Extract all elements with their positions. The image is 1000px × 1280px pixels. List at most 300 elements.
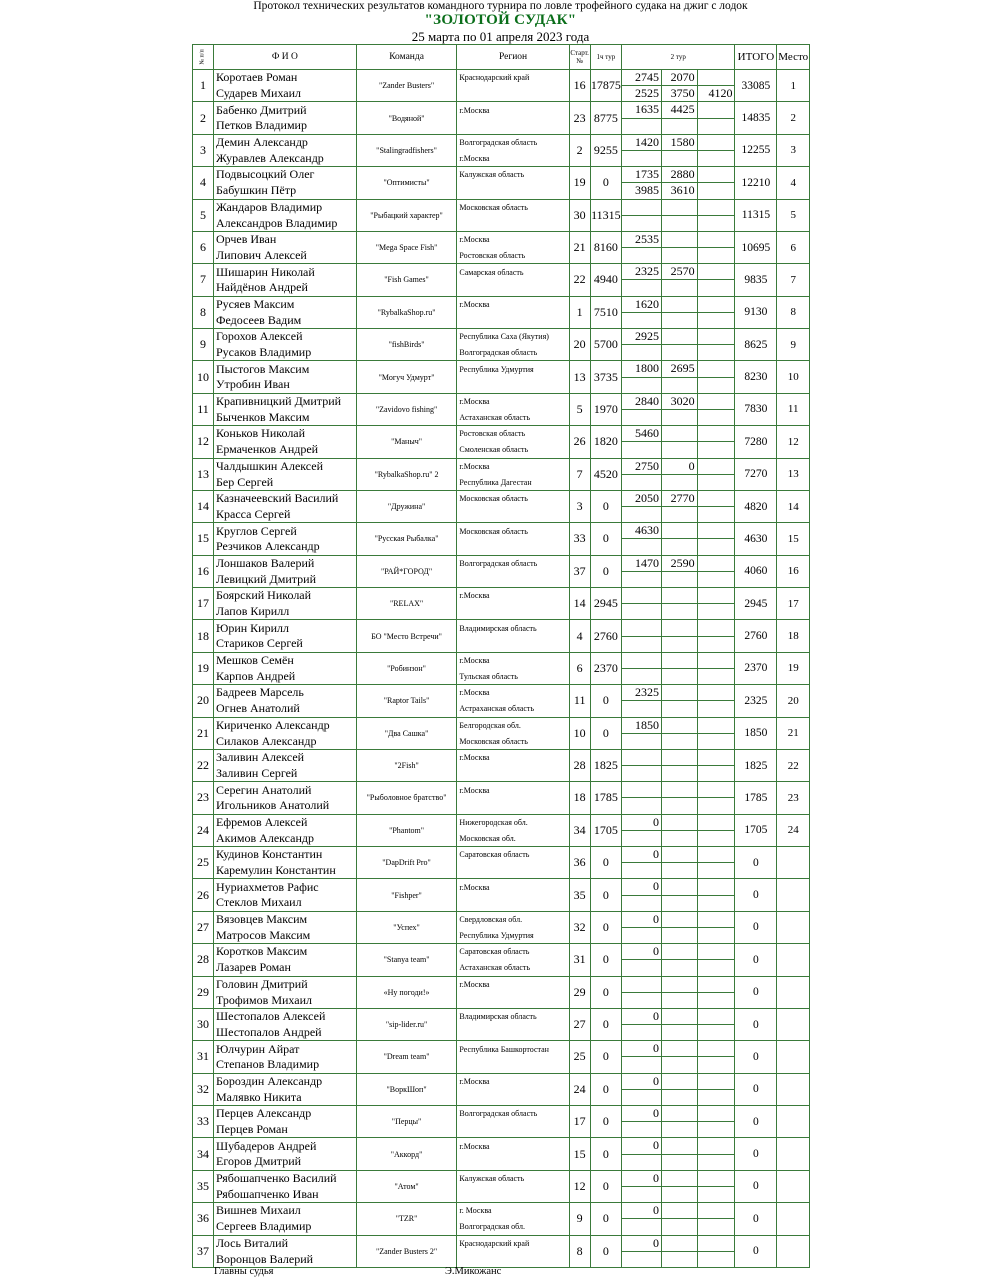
place: 14 [777, 490, 810, 522]
tour2-catch-a1: 0 [622, 1235, 662, 1251]
table-row [193, 555, 810, 571]
tour2-catch-c1 [697, 944, 735, 960]
table-row [193, 86, 810, 102]
tour2-catch-a2 [622, 604, 662, 620]
row-number: 7 [193, 264, 214, 296]
total-result: 12210 [735, 167, 777, 199]
table-row [193, 1219, 810, 1235]
tour1-result: 0 [590, 1106, 621, 1138]
tour2-catch-a2 [622, 539, 662, 555]
team-name: "Дружина" [356, 490, 457, 522]
row-number: 6 [193, 231, 214, 263]
tour2-catch-c2 [697, 895, 735, 911]
col-header-tour1: 1ч тур [590, 45, 621, 70]
table-row [193, 523, 810, 539]
place: 10 [777, 361, 810, 393]
participant-1-name: Лоншаков Валерий [213, 555, 356, 571]
participant-1-name: Казначеевский Василий [213, 490, 356, 506]
total-result: 1705 [735, 814, 777, 846]
total-result: 14835 [735, 102, 777, 134]
tour2-catch-b1 [662, 329, 698, 345]
place: 16 [777, 555, 810, 587]
start-number: 32 [569, 911, 590, 943]
table-header-row [193, 45, 810, 70]
place [777, 976, 810, 1008]
place [777, 1106, 810, 1138]
place [777, 1008, 810, 1040]
region-1: г.Москва [457, 458, 569, 474]
judge-label: Главны судья [214, 1266, 274, 1277]
table-row [193, 231, 810, 247]
row-number: 33 [193, 1106, 214, 1138]
total-result: 1825 [735, 749, 777, 781]
tour2-catch-b2 [662, 733, 698, 749]
place: 6 [777, 231, 810, 263]
tour2-catch-c1 [697, 523, 735, 539]
total-result: 9130 [735, 296, 777, 328]
protocol-subtitle: Протокол технических результатов командного турнира по ловле трофейного судака на джиг с лодок [253, 0, 748, 12]
participant-2-name: Левицкий Дмитрий [213, 571, 356, 587]
tour2-catch-b2 [662, 507, 698, 523]
tour2-catch-c1 [697, 231, 735, 247]
tour2-catch-c2 [697, 150, 735, 166]
start-number: 37 [569, 555, 590, 587]
tour2-catch-b1 [662, 199, 698, 215]
table-row [193, 895, 810, 911]
tour2-catch-a2 [622, 1154, 662, 1170]
row-number: 31 [193, 1041, 214, 1073]
total-result: 11315 [735, 199, 777, 231]
region-2 [457, 636, 569, 652]
tour2-catch-b1 [662, 782, 698, 798]
participant-2-name: Малявко Никита [213, 1089, 356, 1105]
table-row [193, 248, 810, 264]
participant-2-name: Сергеев Владимир [213, 1219, 356, 1235]
region-1: г.Москва [457, 231, 569, 247]
table-row [193, 134, 810, 150]
participant-1-name: Шубадеров Андрей [213, 1138, 356, 1154]
region-2 [457, 377, 569, 393]
region-2 [457, 215, 569, 231]
team-name: "ВоркШоп" [356, 1073, 457, 1105]
participant-1-name: Лось Виталий [213, 1235, 356, 1251]
tour2-catch-b1 [662, 814, 698, 830]
tour2-catch-b1 [662, 685, 698, 701]
region-2: г.Москва [457, 150, 569, 166]
tour2-catch-a2 [622, 668, 662, 684]
tour1-result: 0 [590, 847, 621, 879]
region-1: Калужская область [457, 1170, 569, 1186]
tour2-catch-c1 [697, 1203, 735, 1219]
region-2: Ростовская область [457, 248, 569, 264]
team-name: "Русская Рыбалка" [356, 523, 457, 555]
table-row [193, 474, 810, 490]
tour2-catch-a2 [622, 1251, 662, 1267]
participant-2-name: Степанов Владимир [213, 1057, 356, 1073]
tour1-result: 0 [590, 1041, 621, 1073]
start-number: 27 [569, 1008, 590, 1040]
table-row [193, 620, 810, 636]
table-row [193, 539, 810, 555]
team-name: "Рыбацкий характер" [356, 199, 457, 231]
team-name: "Водяной" [356, 102, 457, 134]
row-number: 25 [193, 847, 214, 879]
participant-1-name: Бабенко Дмитрий [213, 102, 356, 118]
participant-2-name: Русаков Владимир [213, 345, 356, 361]
start-number: 20 [569, 329, 590, 361]
tour2-catch-c1 [697, 199, 735, 215]
region-1: г.Москва [457, 652, 569, 668]
total-result: 7280 [735, 426, 777, 458]
participant-2-name: Утробин Иван [213, 377, 356, 393]
tour2-catch-b1 [662, 652, 698, 668]
place: 1 [777, 70, 810, 102]
team-name: "Zavidovo fishing" [356, 393, 457, 425]
tour2-catch-a1: 0 [622, 1138, 662, 1154]
tour1-result: 0 [590, 523, 621, 555]
table-row [193, 798, 810, 814]
participant-1-name: Мешков Семён [213, 652, 356, 668]
tour2-catch-b2 [662, 377, 698, 393]
tour2-catch-c1 [697, 749, 735, 765]
tour2-catch-a1: 0 [622, 944, 662, 960]
row-number: 13 [193, 458, 214, 490]
tour2-catch-a1: 1735 [622, 167, 662, 183]
region-2 [457, 992, 569, 1008]
tour2-catch-c2 [697, 312, 735, 328]
tour2-catch-b2 [662, 1154, 698, 1170]
tour2-catch-a2 [622, 733, 662, 749]
total-result: 0 [735, 1235, 777, 1267]
team-name: "sip-lider.ru" [356, 1008, 457, 1040]
participant-1-name: Нуриахметов Рафис [213, 879, 356, 895]
participant-2-name: Воронцов Валерий [213, 1251, 356, 1267]
place [777, 1041, 810, 1073]
tour2-catch-b2 [662, 992, 698, 1008]
place: 5 [777, 199, 810, 231]
table-row [193, 717, 810, 733]
tour2-catch-c2 [697, 1025, 735, 1041]
row-number: 21 [193, 717, 214, 749]
participant-2-name: Шестопалов Андрей [213, 1025, 356, 1041]
row-number: 11 [193, 393, 214, 425]
region-1: Республика Удмуртия [457, 361, 569, 377]
region-2: Республика Дагестан [457, 474, 569, 490]
tour2-catch-b1: 0 [662, 458, 698, 474]
place: 18 [777, 620, 810, 652]
row-number: 28 [193, 944, 214, 976]
row-number: 24 [193, 814, 214, 846]
region-1: Республика Башкортостан [457, 1041, 569, 1057]
tour1-result: 1825 [590, 749, 621, 781]
participant-2-name: Журавлев Александр [213, 150, 356, 166]
region-1: г. Москва [457, 1203, 569, 1219]
total-result: 2370 [735, 652, 777, 684]
start-number: 23 [569, 102, 590, 134]
tour2-catch-b1: 2695 [662, 361, 698, 377]
tour2-catch-a1: 2925 [622, 329, 662, 345]
start-number: 17 [569, 1106, 590, 1138]
tour2-catch-a1: 2840 [622, 393, 662, 409]
tour1-result: 5700 [590, 329, 621, 361]
tour2-catch-c2 [697, 507, 735, 523]
tour2-catch-a1: 2750 [622, 458, 662, 474]
tour2-catch-c1 [697, 685, 735, 701]
tour2-catch-a1: 1800 [622, 361, 662, 377]
tour2-catch-b1 [662, 620, 698, 636]
tour2-catch-a2 [622, 474, 662, 490]
participant-2-name: Найдёнов Андрей [213, 280, 356, 296]
table-row [193, 507, 810, 523]
tour2-catch-b2 [662, 701, 698, 717]
tour2-catch-b1 [662, 749, 698, 765]
tour2-catch-a1: 1620 [622, 296, 662, 312]
start-number: 1 [569, 296, 590, 328]
tour2-catch-a1 [622, 782, 662, 798]
tour2-catch-b1: 2880 [662, 167, 698, 183]
team-name: БО "Место Встречи" [356, 620, 457, 652]
total-result: 0 [735, 1073, 777, 1105]
table-row [193, 571, 810, 587]
participant-2-name: Красса Сергей [213, 507, 356, 523]
tour2-catch-a1: 0 [622, 879, 662, 895]
total-result: 8625 [735, 329, 777, 361]
tour2-catch-b2 [662, 1122, 698, 1138]
tour2-catch-c1 [697, 70, 735, 86]
region-2 [457, 1154, 569, 1170]
tour2-catch-c2 [697, 798, 735, 814]
region-1: Владимирская область [457, 1008, 569, 1024]
row-number: 36 [193, 1203, 214, 1235]
team-name: "Атом" [356, 1170, 457, 1202]
tour2-catch-b1 [662, 1170, 698, 1186]
row-number: 34 [193, 1138, 214, 1170]
participant-1-name: Коротков Максим [213, 944, 356, 960]
place: 13 [777, 458, 810, 490]
tour2-catch-b1: 2070 [662, 70, 698, 86]
region-1: г.Москва [457, 1138, 569, 1154]
region-1: Краснодарский край [457, 70, 569, 86]
tour2-catch-c2 [697, 248, 735, 264]
judge-name: Э.Микожанс [445, 1266, 502, 1277]
region-1: Калужская область [457, 167, 569, 183]
region-1: Волгоградская область [457, 1106, 569, 1122]
table-row [193, 911, 810, 927]
tour2-catch-a2 [622, 992, 662, 1008]
tour2-catch-a2 [622, 636, 662, 652]
total-result: 12255 [735, 134, 777, 166]
region-2: Смоленская область [457, 442, 569, 458]
place [777, 944, 810, 976]
team-name: "Могуч Удмурт" [356, 361, 457, 393]
region-1: г.Москва [457, 588, 569, 604]
place [777, 1235, 810, 1267]
tour2-catch-c2 [697, 604, 735, 620]
tour2-catch-c1 [697, 134, 735, 150]
table-row [193, 1057, 810, 1073]
table-row [193, 312, 810, 328]
tour2-catch-b1 [662, 1041, 698, 1057]
total-result: 0 [735, 847, 777, 879]
tour2-catch-a2 [622, 927, 662, 943]
team-name: "Маныч" [356, 426, 457, 458]
participant-1-name: Шестопалов Алексей [213, 1008, 356, 1024]
tour2-catch-a1: 4630 [622, 523, 662, 539]
tour2-catch-a2 [622, 895, 662, 911]
tour2-catch-c2 [697, 733, 735, 749]
table-row [193, 1154, 810, 1170]
region-2 [457, 507, 569, 523]
tour1-result: 0 [590, 1138, 621, 1170]
start-number: 16 [569, 70, 590, 102]
table-row [193, 70, 810, 86]
tour1-result: 0 [590, 1170, 621, 1202]
tour1-result: 4520 [590, 458, 621, 490]
tour2-catch-c2 [697, 118, 735, 134]
tour1-result: 0 [590, 976, 621, 1008]
region-2 [457, 895, 569, 911]
participant-1-name: Шишарин Николай [213, 264, 356, 280]
tour2-catch-c2 [697, 668, 735, 684]
tour2-catch-b1 [662, 1235, 698, 1251]
participant-2-name: Сударев Михаил [213, 86, 356, 102]
row-number: 4 [193, 167, 214, 199]
table-row [193, 150, 810, 166]
start-number: 19 [569, 167, 590, 199]
tour2-catch-c1 [697, 458, 735, 474]
participant-1-name: Пыстогов Максим [213, 361, 356, 377]
tour2-catch-a1: 0 [622, 1008, 662, 1024]
tour2-catch-b2 [662, 1057, 698, 1073]
tour1-result: 0 [590, 490, 621, 522]
table-row [193, 636, 810, 652]
team-name: "Оптимисты" [356, 167, 457, 199]
table-row [193, 329, 810, 345]
tour2-catch-a2 [622, 830, 662, 846]
table-row [193, 1203, 810, 1219]
table-row [193, 1089, 810, 1105]
participant-1-name: Рябошапченко Василий [213, 1170, 356, 1186]
start-number: 4 [569, 620, 590, 652]
region-2 [457, 571, 569, 587]
start-number: 9 [569, 1203, 590, 1235]
place [777, 1203, 810, 1235]
total-result: 0 [735, 1041, 777, 1073]
tour2-catch-c1 [697, 1008, 735, 1024]
region-2: Астраханская область [457, 701, 569, 717]
tour1-result: 7510 [590, 296, 621, 328]
team-name: "Рыболовное братство" [356, 782, 457, 814]
tour2-catch-b1: 3020 [662, 393, 698, 409]
region-2 [457, 798, 569, 814]
tour2-catch-b1 [662, 231, 698, 247]
table-row [193, 1170, 810, 1186]
tour2-catch-b1 [662, 426, 698, 442]
tour2-catch-c2 [697, 377, 735, 393]
tour1-result: 3735 [590, 361, 621, 393]
total-result: 0 [735, 911, 777, 943]
region-1: Саратовская область [457, 847, 569, 863]
region-1: Ростовская область [457, 426, 569, 442]
tour2-catch-b2 [662, 312, 698, 328]
region-1: Волгоградская область [457, 134, 569, 150]
tour2-catch-a2 [622, 571, 662, 587]
start-number: 2 [569, 134, 590, 166]
tour2-catch-a2 [622, 150, 662, 166]
table-row [193, 604, 810, 620]
tour2-catch-a2 [622, 345, 662, 361]
tour1-result: 0 [590, 911, 621, 943]
table-row [193, 264, 810, 280]
col-header-team: Команда [356, 45, 457, 70]
participant-1-name: Боярский Николай [213, 588, 356, 604]
row-number: 19 [193, 652, 214, 684]
tour2-catch-a2 [622, 1122, 662, 1138]
table-row [193, 458, 810, 474]
team-name: "Fish Games" [356, 264, 457, 296]
tour2-catch-a1: 0 [622, 911, 662, 927]
region-2: Волгоградская обл. [457, 1219, 569, 1235]
tour2-catch-a1 [622, 588, 662, 604]
tour2-catch-a1: 0 [622, 1203, 662, 1219]
tour2-catch-c2 [697, 960, 735, 976]
tour2-catch-c2 [697, 766, 735, 782]
participant-1-name: Коротаев Роман [213, 70, 356, 86]
participant-2-name: Стариков Сергей [213, 636, 356, 652]
total-result: 0 [735, 879, 777, 911]
region-1: г.Москва [457, 393, 569, 409]
team-name: "2Fish" [356, 749, 457, 781]
table-row [193, 814, 810, 830]
row-number: 12 [193, 426, 214, 458]
place: 19 [777, 652, 810, 684]
total-result: 4820 [735, 490, 777, 522]
tour2-catch-a2 [622, 766, 662, 782]
start-number: 22 [569, 264, 590, 296]
place: 23 [777, 782, 810, 814]
total-result: 0 [735, 1138, 777, 1170]
tour1-result: 0 [590, 1203, 621, 1235]
tour2-catch-c1 [697, 1235, 735, 1251]
place [777, 1170, 810, 1202]
tour1-result: 1785 [590, 782, 621, 814]
region-2 [457, 86, 569, 102]
tour2-catch-b1: 4425 [662, 102, 698, 118]
tour2-catch-b2 [662, 539, 698, 555]
tour1-result: 0 [590, 879, 621, 911]
tour2-catch-a1 [622, 199, 662, 215]
table-row [193, 296, 810, 312]
tour2-catch-b2 [662, 830, 698, 846]
tour2-catch-c2 [697, 1251, 735, 1267]
total-result: 33085 [735, 70, 777, 102]
row-number: 3 [193, 134, 214, 166]
row-number: 30 [193, 1008, 214, 1040]
region-2 [457, 766, 569, 782]
tour1-result: 8160 [590, 231, 621, 263]
region-2 [457, 1186, 569, 1202]
participant-1-name: Бадреев Марсель [213, 685, 356, 701]
region-2 [457, 539, 569, 555]
tour2-catch-b1 [662, 1138, 698, 1154]
tour2-catch-a2 [622, 507, 662, 523]
tour2-catch-a2 [622, 1186, 662, 1202]
total-result: 0 [735, 1170, 777, 1202]
region-2 [457, 1057, 569, 1073]
participant-2-name: Лапов Кирилл [213, 604, 356, 620]
participant-2-name: Бабушкин Пётр [213, 183, 356, 199]
table-row [193, 685, 810, 701]
